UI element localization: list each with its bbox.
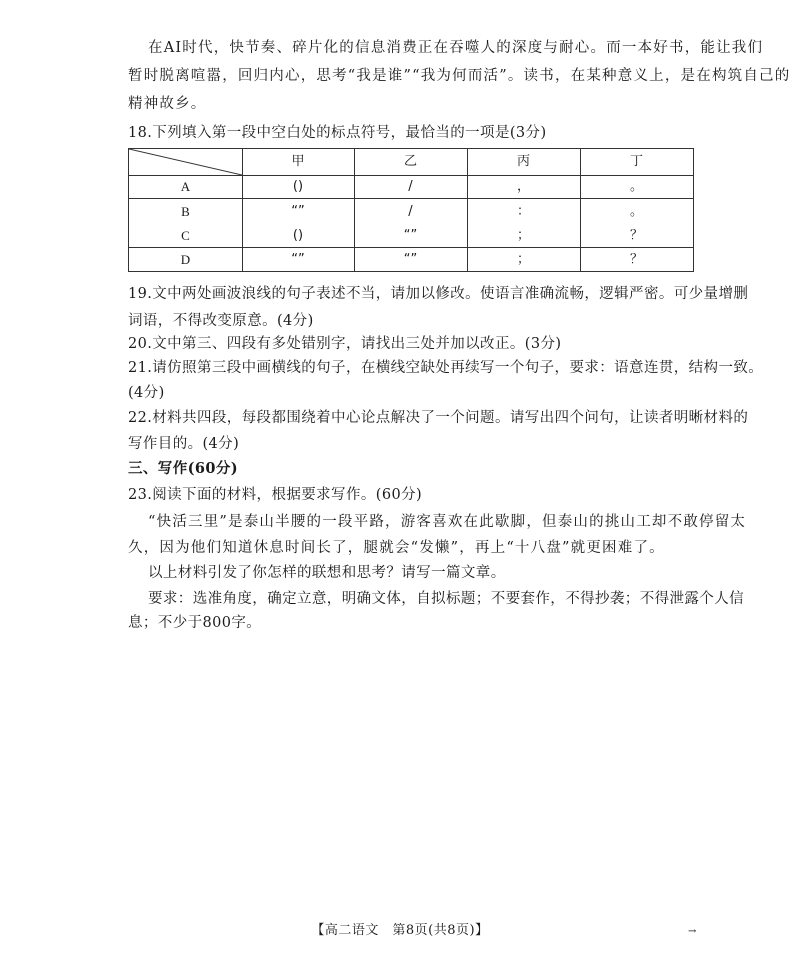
row-d-jia: “” <box>291 252 305 267</box>
row-d-bing: ； <box>516 252 530 267</box>
question-22-line-1: 22.材料共四段，每段都围绕着中心论点解决了一个问题。请写出四个问句，让读者明晰材料的 <box>128 410 749 426</box>
row-divider <box>129 198 693 199</box>
row-b-jia: “” <box>291 204 305 219</box>
row-c-ding: ？ <box>629 228 643 243</box>
punctuation-options-table <box>128 148 694 272</box>
row-a-bing: ， <box>516 179 530 194</box>
q23-requirements-line-1: 要求：选准角度，确定立意，明确文体，自拟标题；不要套作，不得抄袭；不得泄露个人信 <box>148 591 744 607</box>
q23-requirements-line-2: 息；不少于800字。 <box>128 615 262 631</box>
corner-mark: → <box>688 926 697 937</box>
row-a-yi: / <box>408 179 413 194</box>
passage-line-3: 精神故乡。 <box>128 96 207 112</box>
section-writing-title: 三、写作(60分) <box>128 460 238 477</box>
q23-material-line-1: “快活三里”是泰山半腰的一段平路，游客喜欢在此歇脚，但泰山的挑山工却不敢停留太 <box>148 514 747 530</box>
passage-line-1: 在AI时代，快节奏、碎片化的信息消费正在吞噬人的深度与耐心。而一本好书，能让我们 <box>148 40 764 56</box>
header-ding: 丁 <box>629 154 643 169</box>
row-b-label: B <box>181 204 190 219</box>
question-23: 23.阅读下面的材料，根据要求写作。(60分) <box>128 487 423 503</box>
question-20: 20.文中第三、四段有多处错别字，请找出三处并加以改正。(3分) <box>128 336 562 352</box>
q23-material-line-2: 久，因为他们知道休息时间长了，腿就会“发懒”，再上“十八盘”就更困难了。 <box>128 540 665 556</box>
question-19-line-2: 词语，不得改变原意。(4分) <box>128 313 314 329</box>
row-a-label: A <box>180 179 191 194</box>
header-yi: 乙 <box>403 154 417 169</box>
row-a-jia: () <box>292 179 304 194</box>
header-bing: 丙 <box>516 154 530 169</box>
question-21-line-1: 21.请仿照第三段中画横线的句子，在横线空缺处再续写一个句子，要求：语意连贯，结构一致。 <box>128 360 764 376</box>
header-jia: 甲 <box>291 154 305 169</box>
row-d-label: D <box>180 252 191 267</box>
question-18: 18.下列填入第一段中空白处的标点符号，最恰当的一项是(3分) <box>128 125 547 141</box>
question-22-line-2: 写作目的。(4分) <box>128 436 240 452</box>
row-b-bing: ： <box>516 204 530 219</box>
row-d-ding: ？ <box>629 252 643 267</box>
q23-prompt: 以上材料引发了你怎样的联想和思考？请写一篇文章。 <box>148 565 506 581</box>
row-c-bing: ； <box>516 228 530 243</box>
passage-line-2: 暂时脱离喧嚣，回归内心，思考“我是谁”“我为何而活”。读书，在某种意义上，是在构筑自己的 <box>128 68 791 84</box>
row-c-label: C <box>181 228 190 243</box>
page-footer: 【高二语文 第8页(共8页)】 <box>311 923 489 938</box>
row-divider <box>129 247 693 248</box>
row-a-ding: 。 <box>629 179 643 194</box>
question-21-line-2: (4分) <box>128 385 165 401</box>
row-d-yi: “” <box>403 252 418 267</box>
row-b-yi: / <box>408 204 413 219</box>
row-c-jia: () <box>292 228 304 243</box>
row-c-yi: “” <box>403 228 418 243</box>
row-b-ding: 。 <box>629 204 643 219</box>
question-19-line-1: 19.文中两处画波浪线的句子表述不当，请加以修改。使语言准确流畅，逻辑严密。可少量增删 <box>128 286 749 302</box>
